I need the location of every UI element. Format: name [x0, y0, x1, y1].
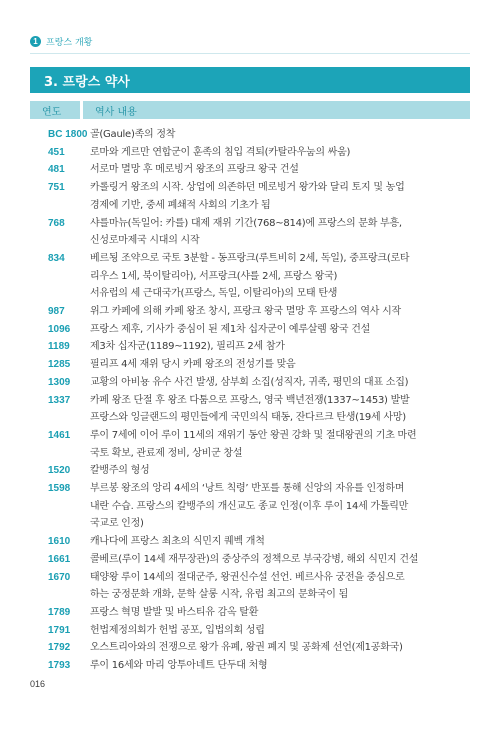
timeline-row — [30, 569, 470, 604]
timeline-event-line: 헌법제정의회가 헌법 공포, 입법의회 성립 — [90, 624, 265, 636]
timeline-year: 481 — [48, 164, 65, 176]
timeline-event-line: 프랑스 제후, 기사가 중심이 된 제1차 십자군이 예루살렘 왕국 건설 — [90, 323, 371, 335]
timeline-event-line: 국토 확보, 관료제 정비, 상비군 창설 — [90, 447, 243, 459]
timeline-event — [90, 533, 470, 551]
event-column-label: 역사 내용 — [95, 106, 137, 118]
timeline-row — [30, 321, 470, 339]
timeline-year: 451 — [48, 146, 65, 158]
timeline-year: 1461 — [48, 429, 71, 441]
timeline-row — [30, 356, 470, 374]
timeline-event — [90, 569, 470, 604]
timeline-event — [90, 551, 470, 569]
timeline-row — [30, 657, 470, 675]
timeline-row — [30, 462, 470, 480]
timeline-event — [90, 126, 470, 144]
timeline-row — [30, 374, 470, 392]
timeline-event-line: 콜베르(루이 14세 재무장관)의 중상주의 정책으로 부국강병, 해외 식민지 건설 — [90, 553, 419, 565]
timeline-row — [30, 303, 470, 321]
timeline-event — [90, 604, 470, 622]
timeline-event — [90, 356, 470, 374]
timeline-event-line: 신성로마제국 시대의 시작 — [90, 235, 200, 247]
timeline-table — [30, 126, 470, 675]
timeline-year: 1309 — [48, 376, 71, 388]
timeline-event-line: 카롤링거 왕조의 시작. 상업에 의존하던 메로빙거 왕가와 달리 토지 및 농업 — [90, 182, 405, 194]
timeline-year: 1285 — [48, 359, 71, 371]
timeline-event-line: 샤를마뉴(독일어: 카를) 대제 재위 기간(768~814)에 프랑스의 문화 부흥, — [90, 217, 402, 229]
timeline-event-line: 리우스 1세, 북이탈리아), 서프랑크(샤를 2세, 프랑스 왕국) — [90, 270, 338, 282]
timeline-event-line: 캐나다에 프랑스 최초의 식민지 퀘벡 개척 — [90, 536, 265, 548]
timeline-row — [30, 622, 470, 640]
timeline-event — [90, 250, 470, 303]
timeline-event-line: 골(Gaule)족의 정착 — [90, 129, 176, 140]
timeline-row — [30, 639, 470, 657]
timeline-year: 768 — [48, 217, 65, 229]
timeline-event — [90, 321, 470, 339]
timeline-year: 751 — [48, 182, 65, 194]
timeline-row — [30, 604, 470, 622]
section-banner — [30, 67, 470, 93]
timeline-year: 1670 — [48, 571, 71, 583]
chapter-header — [30, 33, 92, 49]
timeline-event — [90, 657, 470, 675]
timeline-row — [30, 427, 470, 462]
timeline-year: 1789 — [48, 606, 71, 618]
timeline-row — [30, 533, 470, 551]
timeline-event-line: 태양왕 루이 14세의 절대군주, 왕권신수설 선언. 베르사유 궁전을 중심으로 — [90, 571, 405, 583]
timeline-row — [30, 144, 470, 162]
timeline-event — [90, 215, 470, 250]
timeline-event — [90, 639, 470, 657]
timeline-event-line: 프랑스와 잉글랜드의 평민들에게 국민의식 태동, 잔다르크 탄생(19세 사망) — [90, 412, 406, 424]
timeline-year: 1791 — [48, 624, 71, 636]
chapter-number-badge: 1 — [30, 36, 41, 47]
timeline-row — [30, 179, 470, 214]
timeline-year: 1096 — [48, 323, 71, 335]
section-title: 3. 프랑스 약사 — [44, 74, 130, 90]
timeline-year: 1337 — [48, 394, 71, 406]
timeline-event-line: 서로마 멸망 후 메로빙거 왕조의 프랑크 왕국 건설 — [90, 164, 299, 176]
timeline-event — [90, 480, 470, 533]
timeline-year: 1793 — [48, 660, 71, 672]
timeline-year: BC 1800 — [48, 129, 88, 140]
timeline-event-line: 내란 수습. 프랑스의 칼뱅주의 개신교도 종교 인정(이후 루이 14세 가톨릭만 — [90, 500, 409, 512]
timeline-event-line: 경제에 기반, 중세 폐쇄적 사회의 기초가 됨 — [90, 199, 271, 211]
timeline-event-line: 로마와 게르만 연합군이 훈족의 침입 격퇴(카탈라우눔의 싸움) — [90, 146, 351, 158]
timeline-event — [90, 392, 470, 427]
chapter-title: 프랑스 개황 — [46, 37, 93, 48]
timeline-event-line: 베르됭 조약으로 국토 3분할 - 동프랑크(루트비히 2세, 독일), 중프랑크(로타 — [90, 252, 410, 264]
timeline-event-line: 루이 7세에 이어 루이 11세의 재위기 동안 왕권 강화 및 절대왕권의 기초 마련 — [90, 429, 417, 441]
timeline-event — [90, 338, 470, 356]
timeline-event — [90, 462, 470, 480]
timeline-event — [90, 303, 470, 321]
timeline-event — [90, 144, 470, 162]
timeline-event — [90, 179, 470, 214]
timeline-event — [90, 161, 470, 179]
timeline-event-line: 칼뱅주의 형성 — [90, 465, 150, 477]
timeline-event-line: 서유럽의 세 근대국가(프랑스, 독일, 이탈리아)의 모태 탄생 — [90, 288, 338, 300]
timeline-year: 1520 — [48, 465, 71, 477]
timeline-event-line: 하는 궁정문화 개화, 문학 살롱 시작, 유럽 최고의 문화국이 됨 — [90, 589, 349, 601]
timeline-event-line: 카페 왕조 단절 후 왕조 다툼으로 프랑스, 영국 백년전쟁(1337~1453) 발발 — [90, 394, 410, 406]
timeline-year: 1189 — [48, 341, 70, 353]
timeline-event — [90, 622, 470, 640]
timeline-row — [30, 250, 470, 303]
timeline-event — [90, 427, 470, 462]
timeline-event-line: 교황의 아비뇽 유수 사건 발생, 삼부회 소집(성직자, 귀족, 평민의 대표 소집) — [90, 376, 409, 388]
timeline-row — [30, 215, 470, 250]
timeline-year: 1598 — [48, 483, 71, 495]
timeline-year: 1610 — [48, 536, 71, 548]
header-divider — [30, 53, 470, 54]
page-number: 016 — [30, 679, 46, 689]
timeline-event-line: 제3차 십자군(1189~1192), 필리프 2세 참가 — [90, 341, 285, 353]
timeline-event-line: 위그 카페에 의해 카페 왕조 창시, 프랑크 왕국 멸망 후 프랑스의 역사 시작 — [90, 306, 401, 318]
timeline-event-line: 프랑스 혁명 발발 및 바스티유 감옥 탈환 — [90, 606, 259, 618]
timeline-event-line: 필리프 4세 재위 당시 카페 왕조의 전성기를 맞음 — [90, 359, 296, 371]
timeline-row — [30, 480, 470, 533]
timeline-event-line: 오스트리아와의 전쟁으로 왕가 유폐, 왕권 폐지 및 공화제 선언(제1공화국) — [90, 642, 403, 654]
timeline-event-line: 루이 16세와 마리 앙투아네트 단두대 처형 — [90, 660, 268, 672]
timeline-row — [30, 161, 470, 179]
year-column-label: 연도 — [42, 106, 62, 118]
year-column-header — [30, 101, 80, 119]
timeline-row — [30, 551, 470, 569]
timeline-year: 987 — [48, 306, 65, 318]
timeline-year: 834 — [48, 252, 65, 264]
timeline-row — [30, 338, 470, 356]
timeline-row — [30, 392, 470, 427]
timeline-event-line: 부르봉 왕조의 앙리 4세의 ‘낭트 칙령’ 반포를 통해 신앙의 자유를 인정하며 — [90, 483, 405, 495]
timeline-event-line: 국교로 인정) — [90, 518, 144, 530]
timeline-event — [90, 374, 470, 392]
event-column-header — [83, 101, 470, 119]
timeline-year: 1792 — [48, 642, 71, 654]
timeline-year: 1661 — [48, 553, 71, 565]
timeline-row — [30, 126, 470, 144]
